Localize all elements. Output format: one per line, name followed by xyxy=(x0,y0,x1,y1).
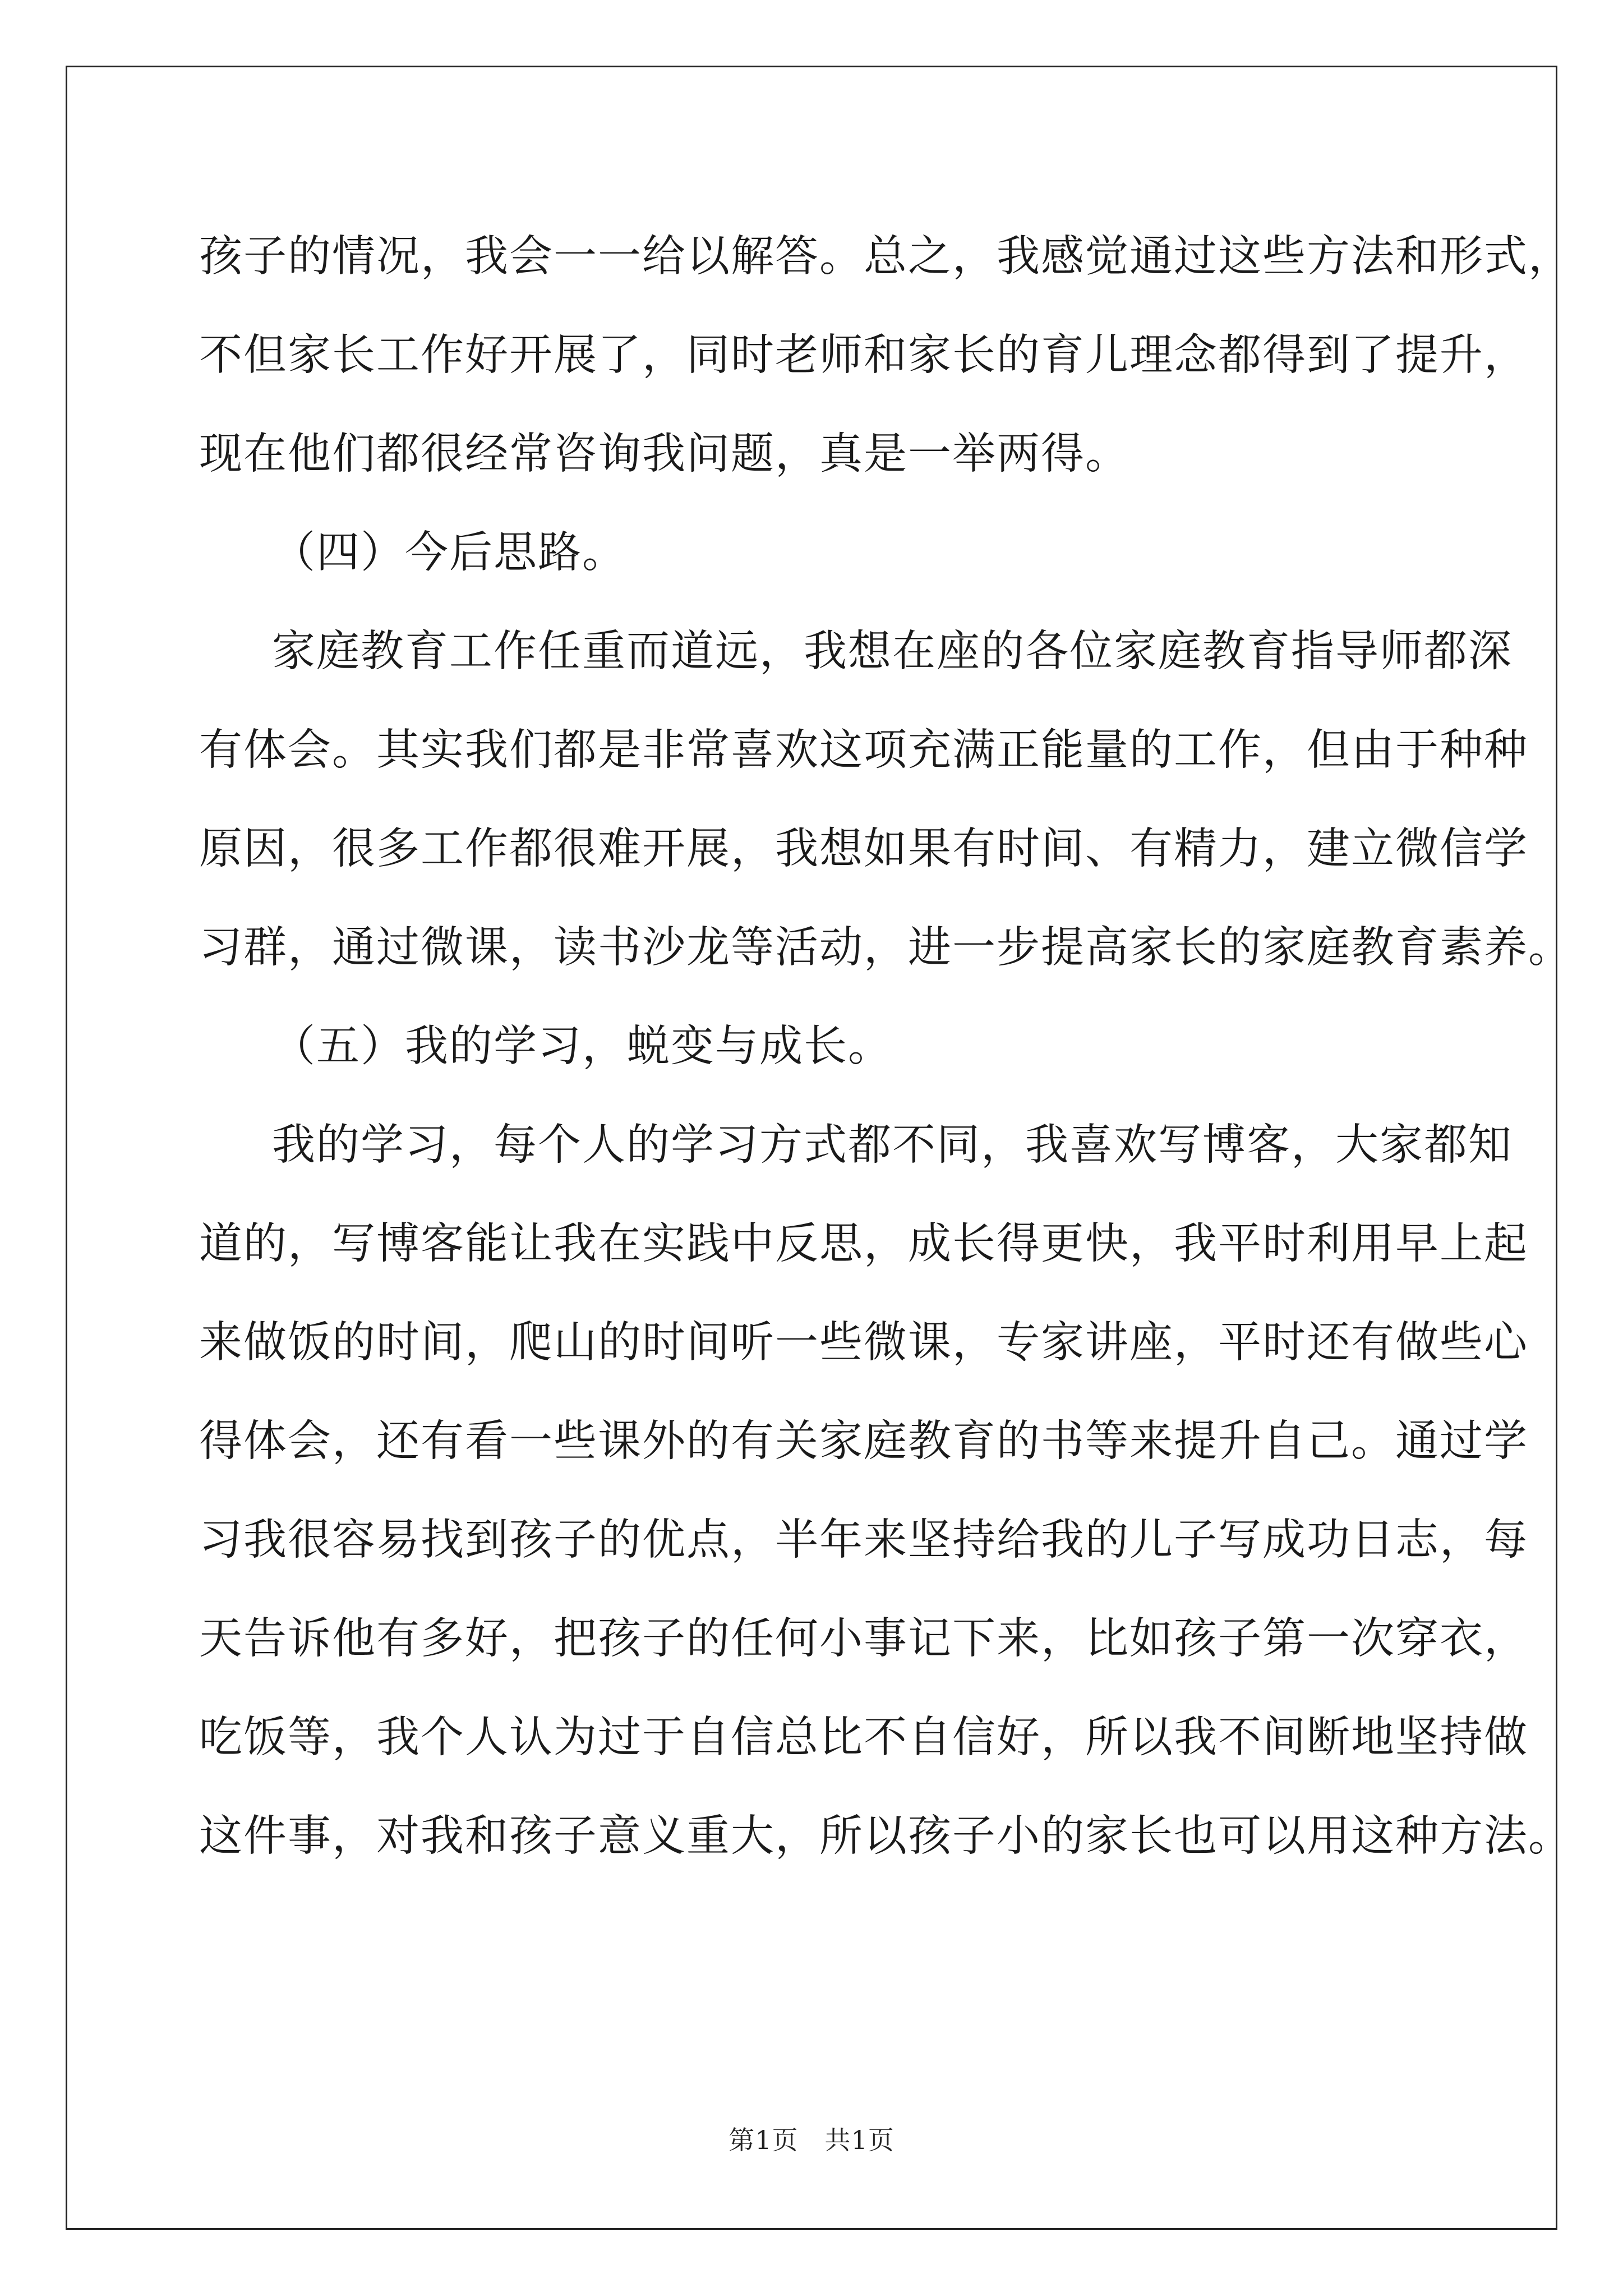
text-line: 道的，写博客能让我在实践中反思，成长得更快，我平时利用早上起 xyxy=(199,1219,1528,1269)
text-line: 现在他们都很经常咨询我问题，真是一举两得。 xyxy=(199,429,1129,479)
text-line: 家庭教育工作任重而道远，我想在座的各位家庭教育指导师都深 xyxy=(272,627,1513,677)
document-body xyxy=(199,208,1573,1886)
page-footer: 第1页 共1页 xyxy=(728,2125,895,2155)
text-line: 不但家长工作好开展了，同时老师和家长的育儿理念都得到了提升， xyxy=(199,330,1528,380)
text-line: 天告诉他有多好，把孩子的任何小事记下来，比如孩子第一次穿衣， xyxy=(199,1614,1528,1664)
text-line: 我的学习，每个人的学习方式都不同，我喜欢写博客，大家都知 xyxy=(272,1120,1513,1170)
text-line: 有体会。其实我们都是非常喜欢这项充满正能量的工作，但由于种种 xyxy=(199,725,1528,775)
text-line: 来做饭的时间，爬山的时间听一些微课，专家讲座，平时还有做些心 xyxy=(199,1318,1528,1368)
text-line: 这件事，对我和孩子意义重大，所以孩子小的家长也可以用这种方法。 xyxy=(199,1811,1573,1861)
section-heading: （四）今后思路。 xyxy=(272,528,626,578)
text-line: 孩子的情况，我会一一给以解答。总之，我感觉通过这些方法和形式， xyxy=(199,232,1573,282)
section-heading: （五）我的学习，蜕变与成长。 xyxy=(272,1022,892,1071)
text-line: 吃饭等，我个人认为过于自信总比不自信好，所以我不间断地坚持做 xyxy=(199,1713,1528,1763)
text-line: 得体会，还有看一些课外的有关家庭教育的书等来提升自己。通过学 xyxy=(199,1416,1528,1466)
text-line: 习群，通过微课，读书沙龙等活动，进一步提高家长的家庭教育素养。 xyxy=(199,923,1573,973)
text-line: 习我很容易找到孩子的优点，半年来坚持给我的儿子写成功日志，每 xyxy=(199,1515,1528,1565)
text-line: 原因，很多工作都很难开展，我想如果有时间、有精力，建立微信学 xyxy=(199,824,1528,874)
